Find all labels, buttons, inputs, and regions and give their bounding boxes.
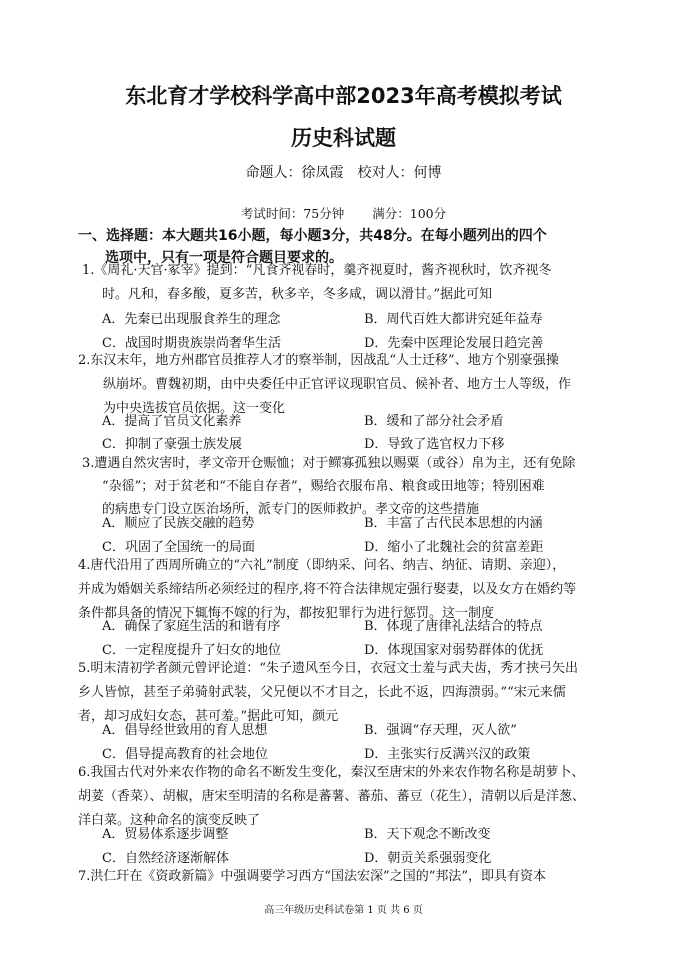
- question-6-line: 洋白菜。这种命名的演变反映了: [78, 813, 261, 828]
- proofreader-label: 校对人：何博: [357, 165, 442, 181]
- exam-score: 满分：100分: [372, 206, 447, 221]
- question-2-option-D: D．导致了选官权力下移: [364, 437, 505, 452]
- question-2-line: 2.东汉末年，地方州郡官员推荐人才的察举制，因战乱“人士迁移”、地方个别豪强操: [78, 353, 559, 368]
- page-footer: 高三年级历史科试卷第 1 页 共 6 页: [264, 905, 423, 916]
- question-4-option-C: C．一定程度提升了妇女的地位: [102, 643, 281, 658]
- question-5-option-B: B．强调“存天理，灭人欲”: [364, 723, 517, 738]
- exam-subject-title: 历史科试题: [291, 126, 396, 150]
- question-3-line: “杂徭”；对于贫老和“不能自存者”，赐给衣服布帛、粮食或田地等；特别困难: [102, 479, 545, 494]
- author-label: 命题人：徐凤霞: [245, 165, 344, 181]
- question-1-option-C: C．战国时期贵族崇尚奢华生活: [102, 336, 281, 351]
- section-heading-line-1: 一、选择题：本大题共16小题，每小题3分，共48分。在每小题列出的四个: [78, 228, 547, 244]
- question-6-line: 胡荽（香菜）、胡椒，唐宋至明清的名称是蕃薯、蕃茄、蕃豆（花生），清朝以后是洋葱、: [78, 789, 586, 804]
- exam-title: 东北育才学校科学高中部2023年高考模拟考试: [125, 84, 562, 108]
- question-5-option-C: C．倡导提高教育的社会地位: [102, 747, 268, 762]
- question-5-option-A: A．倡导经世致用的育人思想: [102, 723, 268, 738]
- question-5-line: 者，却习成妇女态，甚可羞。”据此可知，颜元: [78, 709, 339, 724]
- question-3-option-D: D．缩小了北魏社会的贫富差距: [364, 540, 544, 555]
- question-3-option-B: B．丰富了古代民本思想的内涵: [364, 516, 543, 531]
- question-4-option-D: D．体现国家对弱势群体的优抚: [364, 643, 544, 658]
- question-5-option-D: D．主张实行反满兴汉的政策: [364, 747, 531, 762]
- question-1-option-B: B．周代百姓大都讲究延年益寿: [364, 312, 543, 327]
- author-line: [0, 162, 687, 182]
- question-2-line: 纵崩坏。曹魏初期，由中央委任中正官评议现职官员、候补者、地方士人等级，作: [103, 377, 572, 392]
- question-7-line: 7.洪仁玕在《资政新篇》中强调要学习西方“国法宏深”之国的“邦法”，即具有资本: [78, 869, 546, 884]
- question-1-option-D: D．先秦中医理论发展日趋完善: [364, 336, 544, 351]
- question-1-line: 时。凡和，春多酸，夏多苦，秋多辛，冬多咸，调以滑甘。”据此可知: [102, 287, 493, 302]
- question-3-option-A: A．顺应了民族交融的趋势: [102, 516, 255, 531]
- question-1-line: 1.《周礼·天官·冢宰》提到：“凡食齐视春时，羹齐视夏时，酱齐视秋时，饮齐视冬: [82, 263, 552, 278]
- question-3-line: 3.遭遇自然灾害时，孝文帝开仓赈恤；对于鳏寡孤独以赐粟（或谷）帛为主，还有免除: [82, 456, 576, 471]
- question-2-option-B: B．缓和了部分社会矛盾: [364, 414, 504, 429]
- question-2-option-C: C．抑制了豪强士族发展: [102, 437, 242, 452]
- question-6-line: 6.我国古代对外来农作物的命名不断发生变化，秦汉至唐宋的外来农作物名称是胡萝卜、: [78, 765, 585, 780]
- question-2-option-A: A．提高了官员文化素养: [102, 414, 242, 429]
- question-4-line: 并成为婚姻关系缔结所必须经过的程序,将不符合法律规定强行娶妻，以及女方在婚约等: [78, 582, 577, 597]
- question-5-line: 乡人皆惊，甚至子弟骑射武装，父兄便以不才目之，长此不返，四海溃弱。”“宋元来儒: [78, 685, 566, 700]
- section-heading-line-2: 选项中，只有一项是符合题目要求的。: [105, 250, 343, 266]
- question-4-line: 条件都具备的情况下辄悔不嫁的行为，都按犯罪行为进行惩罚。这一制度: [78, 606, 495, 621]
- exam-time: 考试时间：75分钟: [240, 206, 345, 221]
- question-6-option-C: C．自然经济逐渐解体: [102, 851, 229, 866]
- question-5-line: 5.明末清初学者颜元曾评论道：“朱子遗风至今日，衣冠文士羞与武夫齿，秀才挟弓矢出: [78, 661, 579, 676]
- question-1-option-A: A．先秦已出现服食养生的理念: [102, 312, 281, 327]
- question-4-option-A: A．确保了家庭生活的和谐有序: [102, 619, 281, 634]
- question-6-option-A: A．贸易体系逐步调整: [102, 827, 229, 842]
- question-6-option-D: D．朝贡关系强弱变化: [364, 851, 492, 866]
- question-2-line: 为中央选拔官员依据。这一变化: [103, 401, 286, 416]
- question-3-option-C: C．巩固了全国统一的局面: [102, 540, 255, 555]
- question-4-line: 4.唐代沿用了西周所确立的“六礼”制度（即纳采、问名、纳吉、纳征、请期、亲迎），: [78, 558, 566, 573]
- exam-info-line: [0, 204, 687, 222]
- question-3-line: 的病患专门设立医治场所，派专门的医师救护。孝文帝的这些措施: [102, 502, 480, 517]
- question-4-option-B: B．体现了唐律礼法结合的特点: [364, 619, 543, 634]
- question-6-option-B: B．天下观念不断改变: [364, 827, 491, 842]
